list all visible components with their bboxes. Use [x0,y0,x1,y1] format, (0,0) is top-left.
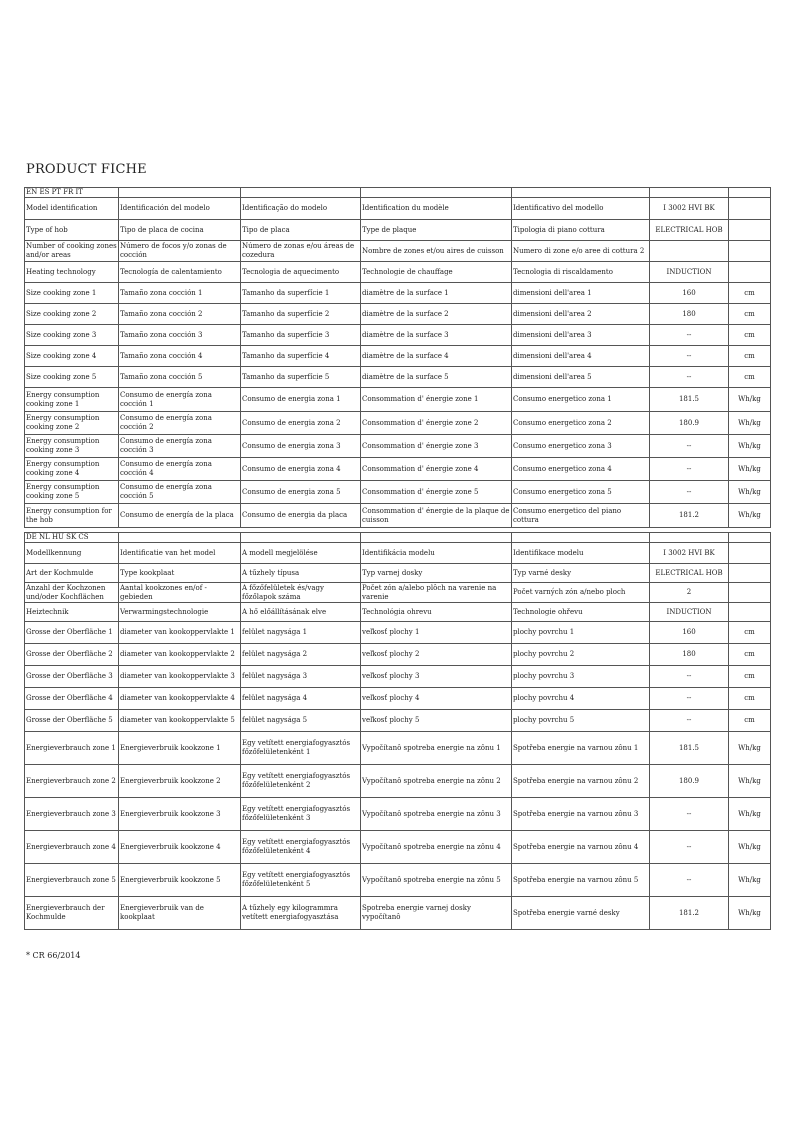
label-cell: diamètre de la surface 3 [361,325,512,346]
label-cell: Consommation d' énergie zone 1 [361,388,512,412]
label-cell: Tamaño zona cocción 5 [119,367,241,388]
value-cell: -- [650,435,729,458]
empty-cell [241,533,361,543]
label-cell: Consommation d' énergie zone 3 [361,435,512,458]
label-cell: Tamaño zona cocción 1 [119,283,241,304]
product-fiche-table-2 [24,532,771,930]
table-row [25,644,771,666]
empty-cell [119,188,241,198]
label-cell: Identificação do modelo [241,198,361,220]
table-row [25,732,771,765]
label-cell: diamètre de la surface 2 [361,304,512,325]
value-cell: 2 [650,583,729,603]
label-cell: Spotřeba energie varné desky [512,897,650,930]
table-row [25,666,771,688]
label-cell: felület nagysága 2 [241,644,361,666]
label-cell: Nombre de zones et/ou aires de cuisson [361,241,512,262]
label-cell: A tűzhely egy kilogrammra vetített energiafogyasztása [241,897,361,930]
label-cell: felület nagysága 1 [241,622,361,644]
unit-cell: Wh/kg [729,388,771,412]
label-cell: Tecnología de calentamiento [119,262,241,283]
unit-cell: Wh/kg [729,458,771,481]
label-cell: Energieverbrauch zone 1 [25,732,119,765]
table-row [25,481,771,504]
label-cell: Spotřeba energie na varnou zônu 5 [512,864,650,897]
unit-cell [729,603,771,622]
table-row [25,798,771,831]
label-cell: Número de focos y/o zonas de cocción [119,241,241,262]
label-cell: Energieverbruik kookzone 1 [119,732,241,765]
value-cell: 160 [650,283,729,304]
label-cell: A modell megjelölése [241,543,361,564]
label-cell: dimensioni dell'area 1 [512,283,650,304]
label-cell: Aantal kookzones en/of -gebieden [119,583,241,603]
value-cell: 180 [650,304,729,325]
label-cell: dimensioni dell'area 5 [512,367,650,388]
table-row [25,198,771,220]
label-cell: Tipo de placa de cocina [119,220,241,241]
label-cell: Spotreba energie varnej dosky vypočítanô [361,897,512,930]
label-cell: Grosse der Oberfläche 4 [25,688,119,710]
label-cell: Consumo energetico del piano cottura [512,504,650,528]
table-row [25,622,771,644]
label-cell: Tecnologia di riscaldamento [512,262,650,283]
table-row [25,346,771,367]
label-cell: Energieverbruik kookzone 4 [119,831,241,864]
label-cell: diameter van kookoppervlakte 3 [119,666,241,688]
label-cell: Model identification [25,198,119,220]
label-cell: Energieverbruik kookzone 3 [119,798,241,831]
label-cell: Number of cooking zones and/or areas [25,241,119,262]
label-cell: Consumo de energia zona 4 [241,458,361,481]
label-cell: Vypočítanô spotreba energie na zônu 2 [361,765,512,798]
label-cell: Identifikácia modelu [361,543,512,564]
label-cell: Energy consumption cooking zone 4 [25,458,119,481]
page-title: PRODUCT FICHE [26,162,147,177]
label-cell: diamètre de la surface 5 [361,367,512,388]
table-row [25,688,771,710]
label-cell: diameter van kookoppervlakte 5 [119,710,241,732]
label-cell: Egy vetített energiafogyasztós főzőfelületenként 2 [241,765,361,798]
table-row [25,765,771,798]
table-row [25,388,771,412]
value-cell: INDUCTION [650,603,729,622]
label-cell: veľkosť plochy 4 [361,688,512,710]
label-cell: Spotřeba energie na varnou zônu 3 [512,798,650,831]
label-cell: Consumo de energía zona cocción 1 [119,388,241,412]
label-cell: Spotřeba energie na varnou zônu 4 [512,831,650,864]
table-row [25,543,771,564]
empty-cell [650,533,729,543]
label-cell: plochy povrchu 3 [512,666,650,688]
value-cell: 180.9 [650,765,729,798]
label-cell: Energieverbruik kookzone 2 [119,765,241,798]
label-cell: Consumo energetico zona 5 [512,481,650,504]
label-cell: Tamanho da superfície 5 [241,367,361,388]
label-cell: Consommation d' énergie zone 2 [361,412,512,435]
label-cell: Identificativo del modello [512,198,650,220]
label-cell: Energieverbruik kookzone 5 [119,864,241,897]
label-cell: Size cooking zone 4 [25,346,119,367]
label-cell: Art der Kochmulde [25,564,119,583]
label-cell: Consumo de energía zona cocción 4 [119,458,241,481]
value-cell: -- [650,688,729,710]
label-cell: felület nagysága 4 [241,688,361,710]
label-cell: Technológia ohrevu [361,603,512,622]
table-row [25,304,771,325]
label-cell: dimensioni dell'area 2 [512,304,650,325]
value-cell: -- [650,831,729,864]
label-cell: plochy povrchu 4 [512,688,650,710]
value-cell: -- [650,367,729,388]
table-row [25,412,771,435]
unit-cell: Wh/kg [729,412,771,435]
unit-cell: Wh/kg [729,732,771,765]
label-cell: Vypočítanô spotreba energie na zônu 3 [361,798,512,831]
value-cell: -- [650,666,729,688]
table-row [25,564,771,583]
label-cell: Size cooking zone 3 [25,325,119,346]
label-cell: Grosse der Oberfläche 2 [25,644,119,666]
value-cell: 180.9 [650,412,729,435]
unit-cell: Wh/kg [729,897,771,930]
label-cell: Spotřeba energie na varnou zônu 2 [512,765,650,798]
unit-cell: cm [729,304,771,325]
unit-cell [729,220,771,241]
table-row [25,583,771,603]
label-cell: Identification du modèle [361,198,512,220]
unit-cell: cm [729,367,771,388]
value-cell: -- [650,864,729,897]
label-cell: Tamanho da superfície 1 [241,283,361,304]
label-cell: Tamanho da superfície 4 [241,346,361,367]
unit-cell: Wh/kg [729,504,771,528]
label-cell: Identifikace modelu [512,543,650,564]
unit-cell: Wh/kg [729,798,771,831]
label-cell: Tecnologia de aquecimento [241,262,361,283]
label-cell: Egy vetített energiafogyasztós főzőfelületenként 3 [241,798,361,831]
label-cell: Grosse der Oberfläche 5 [25,710,119,732]
label-cell: plochy povrchu 2 [512,644,650,666]
unit-cell [729,583,771,603]
label-cell: Consumo de energia da placa [241,504,361,528]
label-cell: Energieverbrauch zone 5 [25,864,119,897]
unit-cell: cm [729,325,771,346]
value-cell: -- [650,798,729,831]
label-cell: Tamaño zona cocción 3 [119,325,241,346]
label-cell: Energieverbrauch der Kochmulde [25,897,119,930]
label-cell: diamètre de la surface 4 [361,346,512,367]
label-cell: Egy vetített energiafogyasztós főzőfelületenként 1 [241,732,361,765]
language-header-row [25,188,771,198]
label-cell: Tamaño zona cocción 4 [119,346,241,367]
label-cell: Identificación del modelo [119,198,241,220]
value-cell: 181.2 [650,897,729,930]
value-cell: INDUCTION [650,262,729,283]
unit-cell: cm [729,666,771,688]
label-cell: dimensioni dell'area 3 [512,325,650,346]
label-cell: diameter van kookoppervlakte 2 [119,644,241,666]
label-cell: Tipologia di piano cottura [512,220,650,241]
label-cell: Anzahl der Kochzonen und/oder Kochflächen [25,583,119,603]
language-header-row [25,533,771,543]
value-cell: I 3002 HVI BK [650,543,729,564]
label-cell: Energy consumption cooking zone 1 [25,388,119,412]
label-cell: Modellkennung [25,543,119,564]
label-cell: Consumo de energía zona cocción 5 [119,481,241,504]
value-cell: -- [650,325,729,346]
label-cell: Consumo de energía zona cocción 2 [119,412,241,435]
empty-cell [512,188,650,198]
label-cell: Egy vetített energiafogyasztós főzőfelületenként 5 [241,864,361,897]
label-cell: Energieverbrauch zone 4 [25,831,119,864]
label-cell: Consumo de energía de la placa [119,504,241,528]
table-row [25,241,771,262]
label-cell: diamètre de la surface 1 [361,283,512,304]
label-cell: veľkosť plochy 2 [361,644,512,666]
empty-cell [650,188,729,198]
label-cell: A tűzhely típusa [241,564,361,583]
value-cell [650,241,729,262]
label-cell: Identificatie van het model [119,543,241,564]
unit-cell: Wh/kg [729,481,771,504]
footnote: * CR 66/2014 [26,951,81,960]
label-cell: Numero di zone e/o aree di cottura 2 [512,241,650,262]
empty-cell [512,533,650,543]
label-cell: dimensioni dell'area 4 [512,346,650,367]
label-cell: Verwarmingstechnologie [119,603,241,622]
label-cell: felület nagysága 3 [241,666,361,688]
label-cell: Tamanho da superfície 3 [241,325,361,346]
label-cell: plochy povrchu 1 [512,622,650,644]
unit-cell: cm [729,622,771,644]
empty-cell [241,188,361,198]
label-cell: Tipo de placa [241,220,361,241]
table-row [25,504,771,528]
label-cell: diameter van kookoppervlakte 4 [119,688,241,710]
label-cell: plochy povrchu 5 [512,710,650,732]
label-cell: Energy consumption cooking zone 5 [25,481,119,504]
unit-cell: cm [729,644,771,666]
table-row [25,603,771,622]
empty-cell [361,533,512,543]
unit-cell [729,564,771,583]
table-row [25,831,771,864]
label-cell: Počet varných zón a/nebo ploch [512,583,650,603]
label-cell: Vypočítanô spotreba energie na zônu 1 [361,732,512,765]
label-cell: veľkosť plochy 5 [361,710,512,732]
empty-cell [119,533,241,543]
label-cell: Consumo de energia zona 2 [241,412,361,435]
label-cell: Grosse der Oberfläche 1 [25,622,119,644]
unit-cell: Wh/kg [729,435,771,458]
value-cell: ELECTRICAL HOB [650,220,729,241]
unit-cell: Wh/kg [729,765,771,798]
label-cell: Spotřeba energie na varnou zônu 1 [512,732,650,765]
label-cell: Energieverbruik van de kookplaat [119,897,241,930]
empty-cell [729,533,771,543]
label-cell: Vypočítanô spotreba energie na zônu 4 [361,831,512,864]
value-cell: 181.2 [650,504,729,528]
label-cell: Consommation d' énergie zone 5 [361,481,512,504]
label-cell: felület nagysága 5 [241,710,361,732]
label-cell: Heating technology [25,262,119,283]
table-row [25,283,771,304]
label-cell: Tamanho da superfície 2 [241,304,361,325]
label-cell: Consumo energetico zona 2 [512,412,650,435]
unit-cell: Wh/kg [729,864,771,897]
label-cell: Energy consumption cooking zone 3 [25,435,119,458]
label-cell: Tamaño zona cocción 2 [119,304,241,325]
label-cell: Grosse der Oberfläche 3 [25,666,119,688]
label-cell: Type of hob [25,220,119,241]
label-cell: Consommation d' énergie de la plaque de cuisson [361,504,512,528]
label-cell: Consumo de energía zona cocción 3 [119,435,241,458]
label-cell: Type de plaque [361,220,512,241]
table-row [25,325,771,346]
value-cell: 181.5 [650,732,729,765]
value-cell: I 3002 HVI BK [650,198,729,220]
label-cell: Consumo de energia zona 5 [241,481,361,504]
unit-cell: cm [729,710,771,732]
label-cell: veľkosť plochy 3 [361,666,512,688]
label-cell: Consumo energetico zona 1 [512,388,650,412]
unit-cell: cm [729,688,771,710]
label-cell: Energy consumption for the hob [25,504,119,528]
table-row [25,710,771,732]
label-cell: Size cooking zone 1 [25,283,119,304]
label-cell: A főzőfelületek és/vagy főzőlapok száma [241,583,361,603]
label-cell: Heiztechnik [25,603,119,622]
language-codes: EN ES PT FR IT [25,188,119,198]
value-cell: -- [650,481,729,504]
label-cell: Type kookplaat [119,564,241,583]
value-cell: -- [650,458,729,481]
value-cell: -- [650,346,729,367]
language-codes: DE NL HU SK CS [25,533,119,543]
table-row [25,262,771,283]
label-cell: Consommation d' énergie zone 4 [361,458,512,481]
unit-cell [729,198,771,220]
label-cell: Typ varné desky [512,564,650,583]
value-cell: -- [650,710,729,732]
label-cell: Consumo energetico zona 3 [512,435,650,458]
empty-cell [361,188,512,198]
table-row [25,435,771,458]
label-cell: Vypočítanô spotreba energie na zônu 5 [361,864,512,897]
value-cell: ELECTRICAL HOB [650,564,729,583]
table-row [25,897,771,930]
unit-cell [729,241,771,262]
label-cell: Energieverbrauch zone 2 [25,765,119,798]
unit-cell [729,543,771,564]
label-cell: A hő előállításának elve [241,603,361,622]
label-cell: Consumo energetico zona 4 [512,458,650,481]
value-cell: 160 [650,622,729,644]
label-cell: Size cooking zone 2 [25,304,119,325]
label-cell: Consumo de energia zona 1 [241,388,361,412]
label-cell: Energieverbrauch zone 3 [25,798,119,831]
unit-cell [729,262,771,283]
value-cell: 180 [650,644,729,666]
label-cell: Consumo de energia zona 3 [241,435,361,458]
label-cell: Número de zonas e/ou áreas de cozedura [241,241,361,262]
label-cell: Technologie ohřevu [512,603,650,622]
table-row [25,367,771,388]
label-cell: Energy consumption cooking zone 2 [25,412,119,435]
unit-cell: cm [729,283,771,304]
label-cell: veľkosť plochy 1 [361,622,512,644]
label-cell: diameter van kookoppervlakte 1 [119,622,241,644]
label-cell: Size cooking zone 5 [25,367,119,388]
label-cell: Typ varnej dosky [361,564,512,583]
table-row [25,864,771,897]
table-row [25,220,771,241]
unit-cell: cm [729,346,771,367]
table-row [25,458,771,481]
label-cell: Technologie de chauffage [361,262,512,283]
product-fiche-table-1 [24,187,771,528]
value-cell: 181.5 [650,388,729,412]
label-cell: Egy vetített energiafogyasztós főzőfelületenként 4 [241,831,361,864]
empty-cell [729,188,771,198]
label-cell: Počet zón a/alebo plôch na varenie na varenie [361,583,512,603]
unit-cell: Wh/kg [729,831,771,864]
